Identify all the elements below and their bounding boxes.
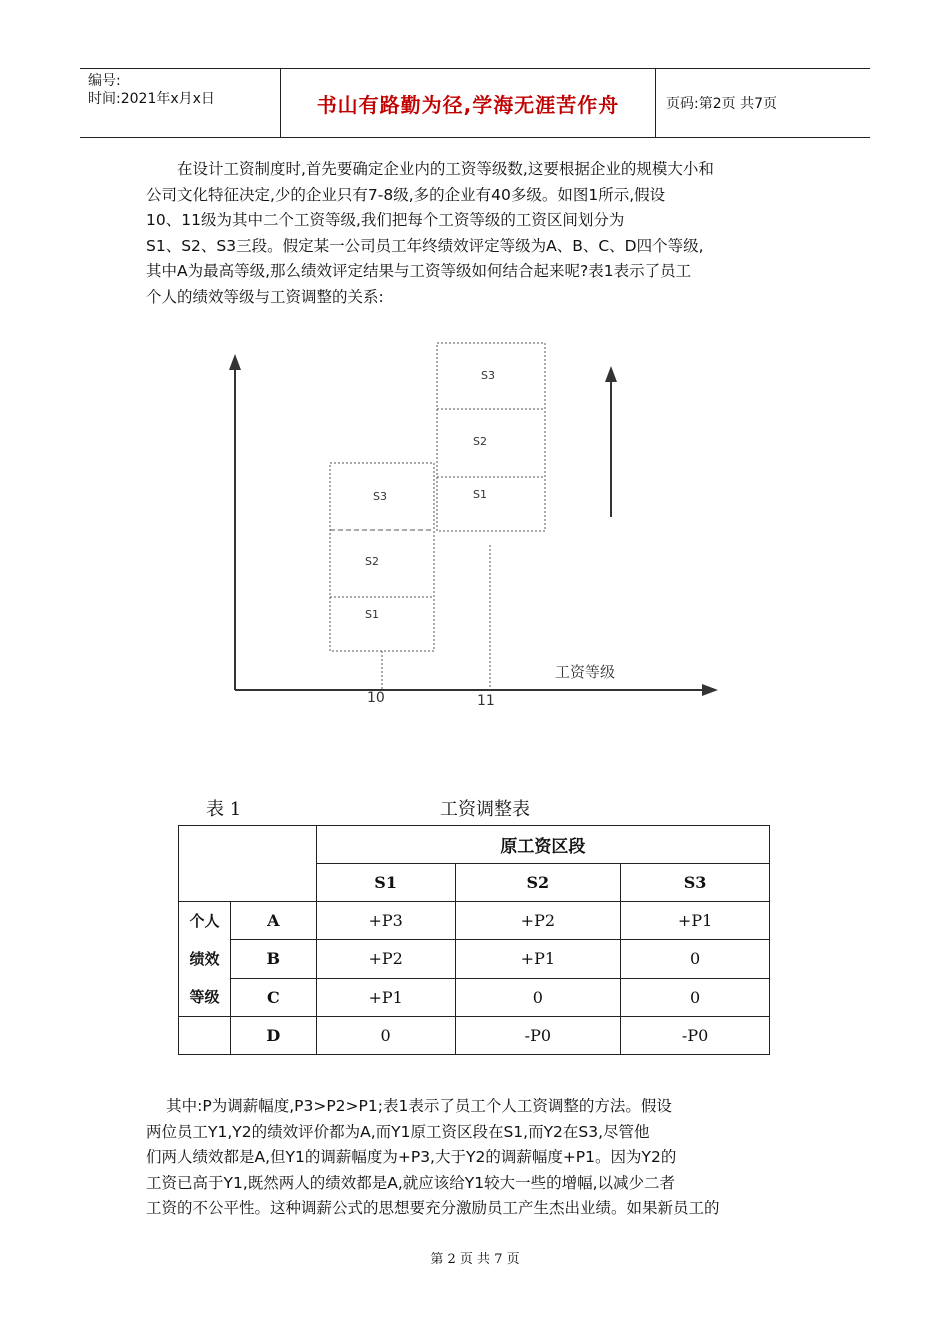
value-cell: +P1 bbox=[316, 978, 455, 1016]
table-row bbox=[179, 978, 770, 1016]
grade10-segment-s2: S2 bbox=[365, 555, 379, 568]
grade-cell: D bbox=[230, 1017, 316, 1055]
intro-line: 其中A为最高等级,那么绩效评定结果与工资等级如何结合起来呢?表1表示了员工 bbox=[146, 262, 692, 280]
explanation-line: 工资已高于Y1,既然两人的绩效都是A,就应该给Y1较大一些的增幅,以减少二者 bbox=[146, 1173, 676, 1192]
salary-adjustment-table bbox=[178, 825, 770, 1055]
table-corner-cell bbox=[179, 826, 317, 902]
increase-arrow-icon bbox=[605, 366, 617, 382]
y-axis-arrow-icon bbox=[229, 354, 241, 370]
value-cell: +P1 bbox=[621, 902, 770, 940]
intro-line: 个人的绩效等级与工资调整的关系: bbox=[146, 287, 384, 306]
value-cell: 0 bbox=[621, 978, 770, 1016]
table-row bbox=[179, 940, 770, 978]
row-group-label bbox=[179, 902, 231, 1017]
intro-line: 10、11级为其中二个工资等级,我们把每个工资等级的工资区间划分为 bbox=[146, 211, 625, 229]
value-cell: 0 bbox=[455, 978, 621, 1016]
salary-grade-diagram bbox=[0, 330, 950, 720]
grade-cell: A bbox=[230, 902, 316, 940]
grade10-segment-s1: S1 bbox=[365, 608, 379, 621]
value-cell: +P2 bbox=[316, 940, 455, 978]
explanation-line: 两位员工Y1,Y2的绩效评价都为A,而Y1原工资区段在S1,而Y2在S3,尽管他 bbox=[146, 1122, 650, 1141]
grade11-segment-s3: S3 bbox=[481, 369, 495, 382]
explanation-line: 其中:P为调薪幅度,P3>P2>P1;表1表示了员工个人工资调整的方法。假设 bbox=[166, 1097, 672, 1115]
table-row bbox=[179, 1017, 770, 1055]
page-footer: 第 2 页 共 7 页 bbox=[430, 1252, 520, 1267]
grade11-segment-s2: S2 bbox=[473, 435, 487, 448]
page-header bbox=[80, 68, 870, 138]
x-axis-label: 工资等级 bbox=[555, 663, 616, 681]
value-cell: -P0 bbox=[455, 1017, 621, 1055]
value-cell: -P0 bbox=[621, 1017, 770, 1055]
explanation-paragraph bbox=[146, 1094, 806, 1222]
intro-line: 在设计工资制度时,首先要确定企业内的工资等级数,这要根据企业的规模大小和 bbox=[177, 160, 714, 178]
row-group-label-line: 个人 bbox=[189, 912, 220, 930]
table-header-row bbox=[179, 826, 770, 864]
doc-date-label: 时间:2021年x月x日 bbox=[88, 91, 215, 107]
column-header: S2 bbox=[455, 864, 621, 902]
explanation-line: 工资的不公平性。这种调薪公式的思想要充分激励员工产生杰出业绩。如果新员工的 bbox=[146, 1199, 720, 1217]
empty-cell bbox=[179, 1017, 231, 1055]
doc-number-label: 编号: bbox=[88, 73, 121, 89]
value-cell: 0 bbox=[621, 940, 770, 978]
intro-line: S1、S2、S3三段。假定某一公司员工年终绩效评定等级为A、B、C、D四个等级, bbox=[146, 236, 704, 255]
intro-paragraph bbox=[146, 157, 806, 310]
value-cell: 0 bbox=[316, 1017, 455, 1055]
row-group-label-line: 等级 bbox=[189, 988, 220, 1006]
value-cell: +P3 bbox=[316, 902, 455, 940]
grade10-segment-s3: S3 bbox=[373, 490, 387, 503]
header-slogan-cell bbox=[281, 69, 656, 137]
table-label: 表 1 bbox=[206, 799, 242, 820]
header-slogan: 书山有路勤为径,学海无涯苦作舟 bbox=[316, 92, 620, 117]
table-title: 工资调整表 bbox=[440, 799, 530, 820]
column-header: S1 bbox=[316, 864, 455, 902]
row-group-label-line: 绩效 bbox=[189, 950, 220, 968]
intro-line: 公司文化特征决定,少的企业只有7-8级,多的企业有40多级。如图1所示,假设 bbox=[146, 185, 666, 204]
grade-cell: B bbox=[230, 940, 316, 978]
value-cell: +P2 bbox=[455, 902, 621, 940]
grade11-segment-s1: S1 bbox=[473, 488, 487, 501]
explanation-line: 们两人绩效都是A,但Y1的调薪幅度为+P3,大于Y2的调薪幅度+P1。因为Y2的 bbox=[146, 1148, 677, 1166]
x-axis-arrow-icon bbox=[702, 684, 718, 696]
group-header: 原工资区段 bbox=[316, 826, 769, 864]
grade11-label: 11 bbox=[477, 693, 495, 709]
value-cell: +P1 bbox=[455, 940, 621, 978]
header-page-info: 页码:第2页 共7页 bbox=[666, 96, 777, 112]
grade10-label: 10 bbox=[367, 690, 385, 706]
grade-cell: C bbox=[230, 978, 316, 1016]
header-meta bbox=[80, 69, 281, 137]
table-row bbox=[179, 902, 770, 940]
column-header: S3 bbox=[621, 864, 770, 902]
